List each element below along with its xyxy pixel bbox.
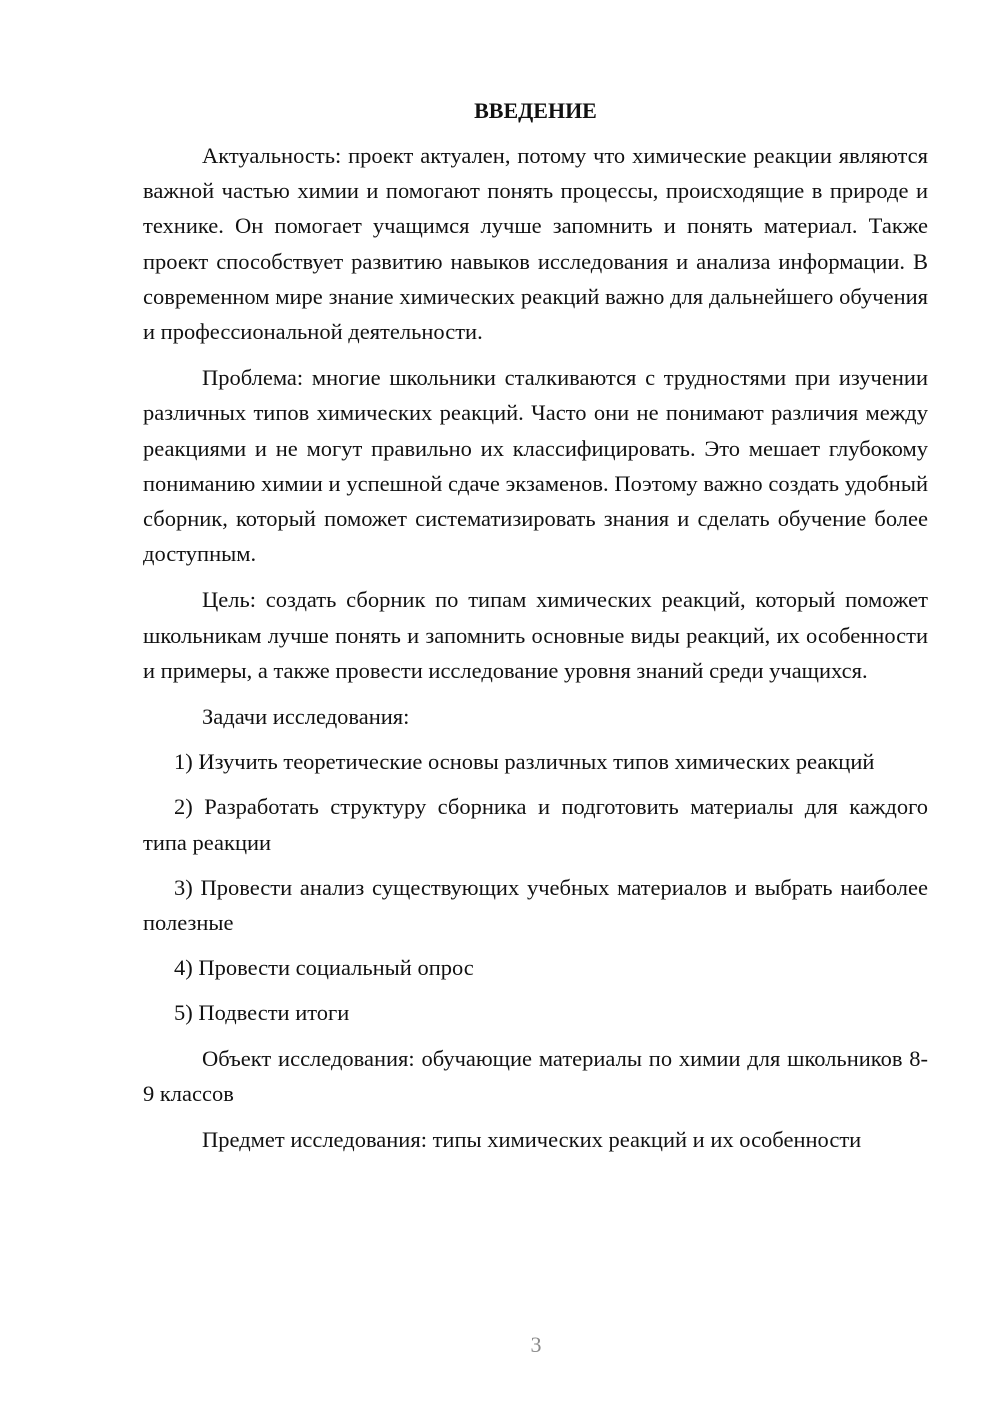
tasks-list	[143, 744, 928, 1030]
paragraph-goal: Цель: создать сборник по типам химических реакций, который поможет школьникам лучше понять и запомнить основные виды реакций, их особенности и примеры, а также провести исследование уровня знаний среди учащихся.	[143, 587, 928, 683]
paragraph-relevance: Актуальность: проект актуален, потому что химические реакции являются важной частью химии и помогают понять процессы, происходящие в природе и технике. Он помогает учащимся лучше запомнить и понять материал. Также проект способствует развитию навыков исследования и анализа информации. В современном мире знание химических реакций важно для дальнейшего обучения и профессиональной деятельности.	[143, 143, 928, 345]
list-item: 4) Провести социальный опрос	[174, 955, 474, 981]
paragraph-object: Объект исследования: обучающие материалы по химии для школьников 8-9 классов	[143, 1045, 928, 1106]
page-number: 3	[530, 1332, 542, 1357]
page-title: ВВЕДЕНИЕ	[474, 98, 597, 123]
paragraph-subject: Предмет исследования: типы химических реакций и их особенности	[202, 1127, 862, 1153]
list-item: 5) Подвести итоги	[174, 1000, 350, 1026]
list-item: 1) Изучить теоретические основы различных типов химических реакций	[174, 749, 875, 775]
list-item: 2) Разработать структуру сборника и подготовить материалы для каждого типа реакции	[143, 794, 928, 855]
list-item: 3) Провести анализ существующих учебных материалов и выбрать наиболее полезные	[143, 874, 928, 936]
paragraph-problem: Проблема: многие школьники сталкиваются с трудностями при изучении различных типов химических реакций. Часто они не понимают различия между реакциями и не могут правильно их классифицировать. Это мешает глубокому пониманию химии и успешной сдаче экзаменов. Поэтому важно создать удобный сборник, который поможет систематизировать знания и сделать обучение более доступным.	[143, 365, 928, 567]
tasks-heading: Задачи исследования:	[202, 704, 410, 730]
page-content	[143, 92, 928, 1168]
